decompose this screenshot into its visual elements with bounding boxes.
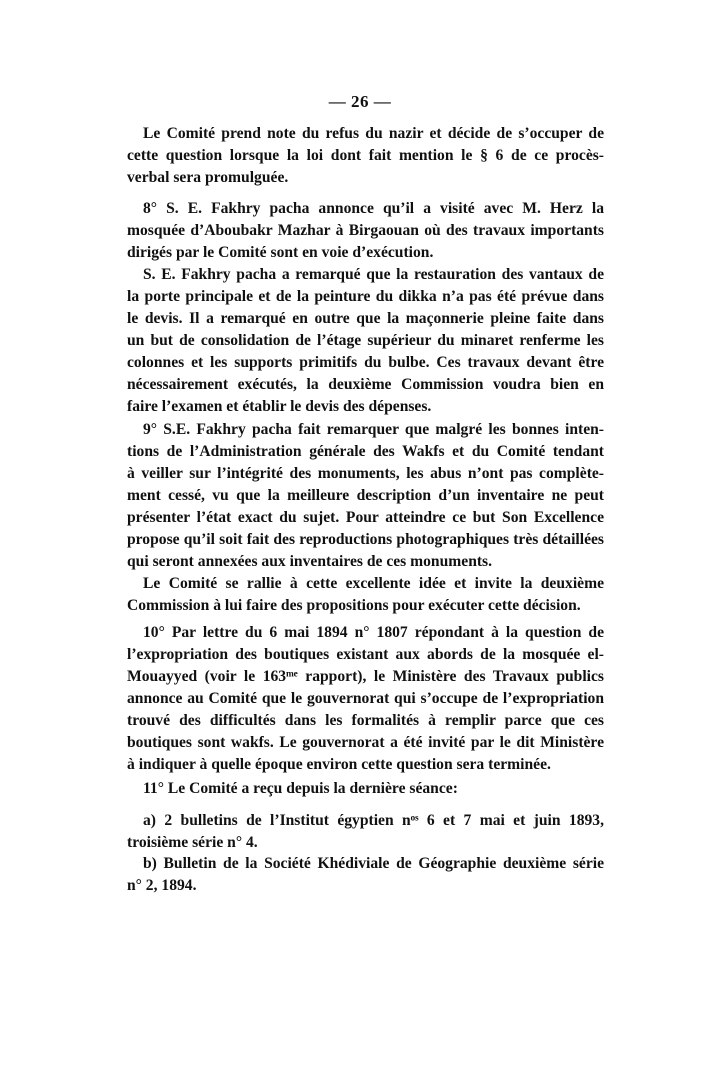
text-line: tions de l’Administration générale des Wakfs et du Comité tendant [127,443,604,460]
text-line: troisième série n° 4. [127,834,258,851]
text-line: l’expropriation des boutiques existant aux abords de la mosquée el- [127,646,604,663]
text-line: colonnes et les supports primitifs du bulbe. Ces travaux devant être [127,354,604,371]
paragraph-item-8 [127,198,604,264]
text-line: ment cessé, vu que la meilleure description d’un inventaire ne peut [127,487,604,504]
text-line: nécessairement exécutés, la deuxième Commission voudra bien en [127,376,604,393]
text-line: b) Bulletin de la Société Khédiviale de Géographie deuxième série [143,855,604,872]
text-line: Mouayyed (voir le 163ᵐᵉ rapport), le Ministère des Travaux publics [127,668,604,685]
text-line: mosquée d’Aboubakr Mazhar à Birgaouan où des travaux importants [127,222,604,239]
text-line: cette question lorsque la loi dont fait mention le § 6 de ce procès- [127,147,604,164]
paragraph-item-11-b [127,853,604,897]
paragraph-item-8-continued [127,264,604,418]
text-line: 10° Par lettre du 6 mai 1894 n° 1807 répondant à la question de [143,624,604,641]
paragraph-committee-note [127,123,604,189]
paragraph-item-11-a [127,810,604,854]
text-line: verbal sera promulguée. [127,169,289,186]
text-line: qui seront annexées aux inventaires de ces monuments. [127,553,493,570]
paragraph-item-9-continued [127,573,604,617]
text-line: Commission à lui faire des propositions pour exécuter cette décision. [127,597,581,614]
text-line: à indiquer à quelle époque environ cette question sera terminée. [127,756,551,773]
text-line: un but de consolidation de l’étage supérieur du minaret renferme les [127,332,604,349]
text-line: n° 2, 1894. [127,877,197,894]
paragraph-item-10 [127,622,604,776]
text-line: Le Comité prend note du refus du nazir et décide de s’occuper de [143,125,604,142]
paragraph-item-11 [127,778,604,800]
text-line: a) 2 bulletins de l’Institut égyptien nᵒˢ 6 et 7 mai et juin 1893, [143,812,604,829]
text-line: faire l’examen et établir le devis des dépenses. [127,398,432,415]
text-line: propose qu’il soit fait des reproductions photographiques très détaillées [127,531,604,548]
text-line: le devis. Il a remarqué en outre que la maçonnerie pleine faite dans [127,310,604,327]
text-line: boutiques sont wakfs. Le gouvernorat a été invité par le dit Ministère [127,734,604,751]
page-number: — 26 — [328,92,392,111]
text-line: 8° S. E. Fakhry pacha annonce qu’il a visité avec M. Herz la [143,200,604,217]
text-line: 9° S.E. Fakhry pacha fait remarquer que malgré les bonnes inten- [143,421,604,438]
text-line: annonce au Comité que le gouvernorat qui s’occupe de l’expropriation [127,690,604,707]
text-line: Le Comité se rallie à cette excellente idée et invite la deuxième [143,575,604,592]
text-line: trouvé des difficultés dans les formalités à remplir parce que ces [127,712,604,729]
text-line: la porte principale et de la peinture du dikka n’a pas été prévue dans [127,288,604,305]
text-line: S. E. Fakhry pacha a remarqué que la restauration des vantaux de [143,266,604,283]
text-line: 11° Le Comité a reçu depuis la dernière séance: [143,780,458,797]
text-line: à veiller sur l’intégrité des monuments, les abus n’ont pas complète- [127,465,604,482]
paragraph-item-9 [127,419,604,573]
text-line: dirigés par le Comité sont en voie d’exécution. [127,244,434,261]
text-line: présenter l’état exact du sujet. Pour atteindre ce but Son Excellence [127,509,604,526]
